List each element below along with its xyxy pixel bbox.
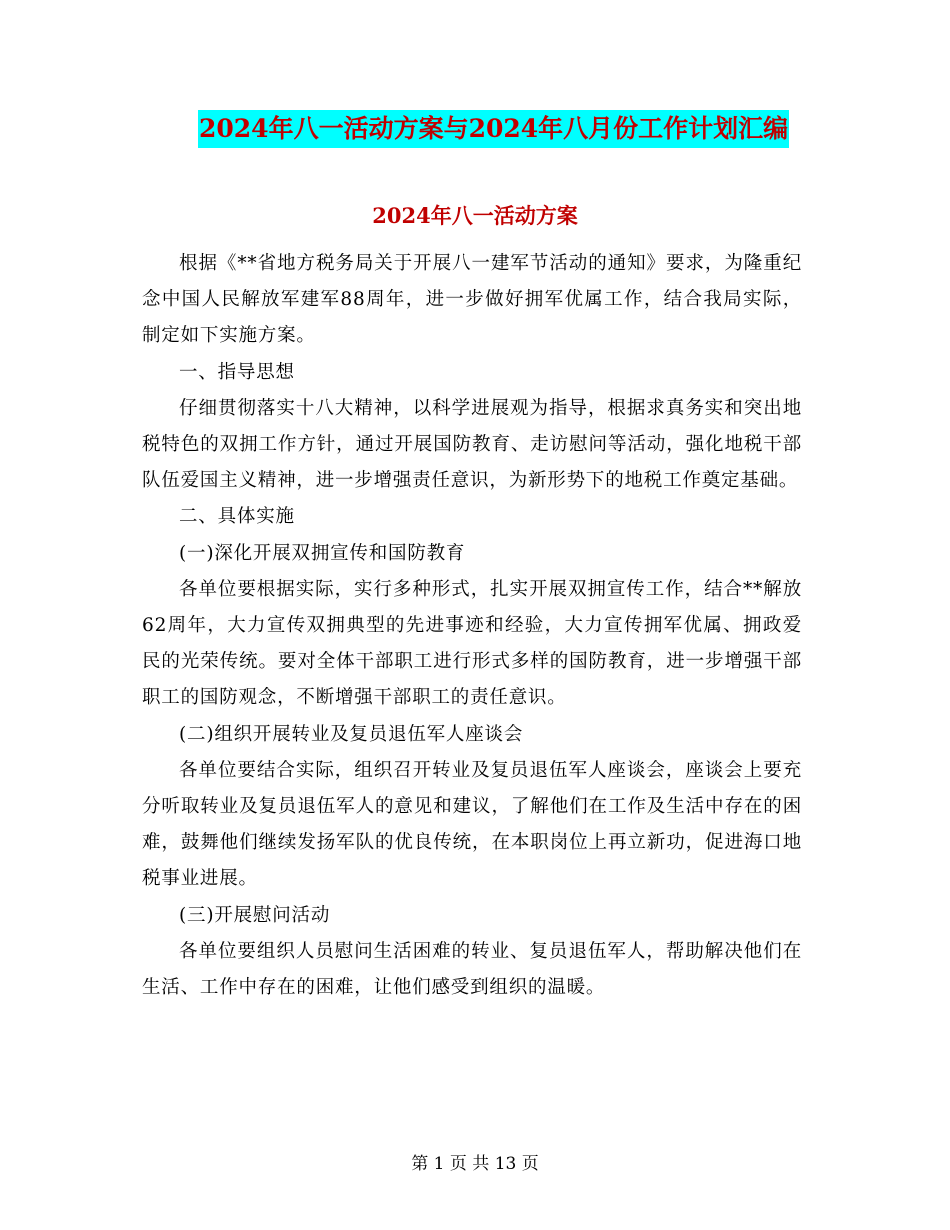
veterans-forum-paragraph: 各单位要结合实际，组织召开转业及复员退伍军人座谈会，座谈会上要充分听取转业及复员退伍军人的意见和建议，了解他们在工作及生活中存在的困难，鼓舞他们继续发扬军队的优良传统，在本职岗位上再立新功，促进海口地税事业进展。 xyxy=(142,759,802,890)
publicity-education-paragraph: 各单位要根据实际，实行多种形式，扎实开展双拥宣传工作，结合**解放62周年，大力宣传双拥典型的先进事迹和经验，大力宣传拥军优属、拥政爱民的光荣传统。要对全体干部职工进行形式多样的国防教育，进一步增强干部职工的国防观念，不断增强干部职工的责任意识。 xyxy=(142,578,802,709)
heading-implementation: 二、具体实施 xyxy=(179,506,295,528)
condolence-visits-paragraph: 各单位要组织人员慰问生活困难的转业、复员退伍军人，帮助解决他们在生活、工作中存在的困难，让他们感受到组织的温暖。 xyxy=(142,940,802,999)
subheading-publicity-education: (一)深化开展双拥宣传和国防教育 xyxy=(179,542,466,564)
page-number-footer: 第 1 页 共 13 页 xyxy=(411,1154,539,1174)
subheading-condolence-visits: (三)开展慰问活动 xyxy=(179,904,331,926)
subheading-veterans-forum: (二)组织开展转业及复员退伍军人座谈会 xyxy=(179,723,524,745)
heading-guiding-ideology: 一、指导思想 xyxy=(179,361,295,383)
guiding-ideology-paragraph: 仔细贯彻落实十八大精神，以科学进展观为指导，根据求真务实和突出地税特色的双拥工作方针，通过开展国防教育、走访慰问等活动，强化地税干部队伍爱国主义精神，进一步增强责任意识，为新形势下的地税工作奠定基础。 xyxy=(142,397,802,492)
document-body xyxy=(142,246,802,1006)
intro-paragraph: 根据《**省地方税务局关于开展八一建军节活动的通知》要求，为隆重纪念中国人民解放军建军88周年，进一步做好拥军优属工作，结合我局实际，制定如下实施方案。 xyxy=(142,253,802,347)
section-title: 2024年八一活动方案 xyxy=(372,203,578,228)
document-title: 2024年八一活动方案与2024年八月份工作计划汇编 xyxy=(198,110,789,148)
